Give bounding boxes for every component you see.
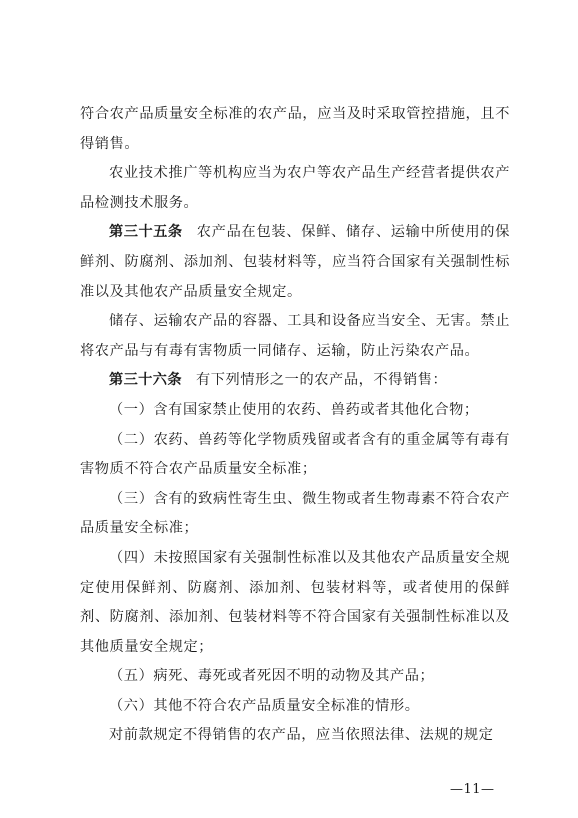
paragraph-text: （一）含有国家禁止使用的农药、兽药或者其他化合物； <box>109 401 479 418</box>
paragraph-text: 有下列情形之一的农产品，不得销售： <box>195 372 448 389</box>
list-item-2 <box>80 426 510 485</box>
page-number: —11— <box>450 782 495 797</box>
paragraph-text: 储存、运输农产品的容器、工具和设备应当安全、无害。禁止将农产品与有毒有害物质一同储存、运输，防止污染农产品。 <box>80 313 510 359</box>
article-35 <box>80 218 510 307</box>
paragraph-text: （三）含有的致病性寄生虫、微生物或者生物毒素不符合农产品质量安全标准； <box>80 490 510 537</box>
paragraph-extension-services <box>80 159 510 218</box>
paragraph-text: （六）其他不符合农产品质量安全标准的情形。 <box>109 697 420 714</box>
article-36 <box>80 366 510 396</box>
body-text <box>80 100 510 751</box>
paragraph-text: （五）病死、毒死或者死因不明的动物及其产品； <box>109 668 435 685</box>
list-item-1 <box>80 396 510 426</box>
list-item-6 <box>80 692 510 722</box>
list-item-4 <box>80 544 510 662</box>
paragraph-storage-transport <box>80 307 510 366</box>
paragraph-text: （四）未按照国家有关强制性标准以及其他农产品质量安全规定使用保鲜剂、防腐剂、添加剂、包装材料等，或者使用的保鲜剂、防腐剂、添加剂、包装材料等不符合国家有关强制性标准以及其他质量安全规定； <box>80 549 510 655</box>
list-item-5 <box>80 662 510 692</box>
article-number: 第三十五条 <box>109 224 183 241</box>
paragraph-text: （二）农药、兽药等化学物质残留或者含有的重金属等有毒有害物质不符合农产品质量安全标准； <box>80 431 510 478</box>
paragraph-prior-clause <box>80 721 510 751</box>
list-item-3 <box>80 485 510 544</box>
paragraph-continuation <box>80 100 510 159</box>
paragraph-text: 农产品在包装、保鲜、储存、运输中所使用的保鲜剂、防腐剂、添加剂、包装材料等，应当符合国家有关强制性标准以及其他农产品质量安全规定。 <box>80 224 510 300</box>
paragraph-text: 符合农产品质量安全标准的农产品，应当及时采取管控措施，且不得销售。 <box>80 106 510 152</box>
paragraph-text: 农业技术推广等机构应当为农户等农产品生产经营者提供农产品检测技术服务。 <box>80 165 510 211</box>
article-number: 第三十六条 <box>109 372 182 389</box>
paragraph-text: 对前款规定不得销售的农产品，应当依照法律、法规的规定 <box>109 727 494 744</box>
